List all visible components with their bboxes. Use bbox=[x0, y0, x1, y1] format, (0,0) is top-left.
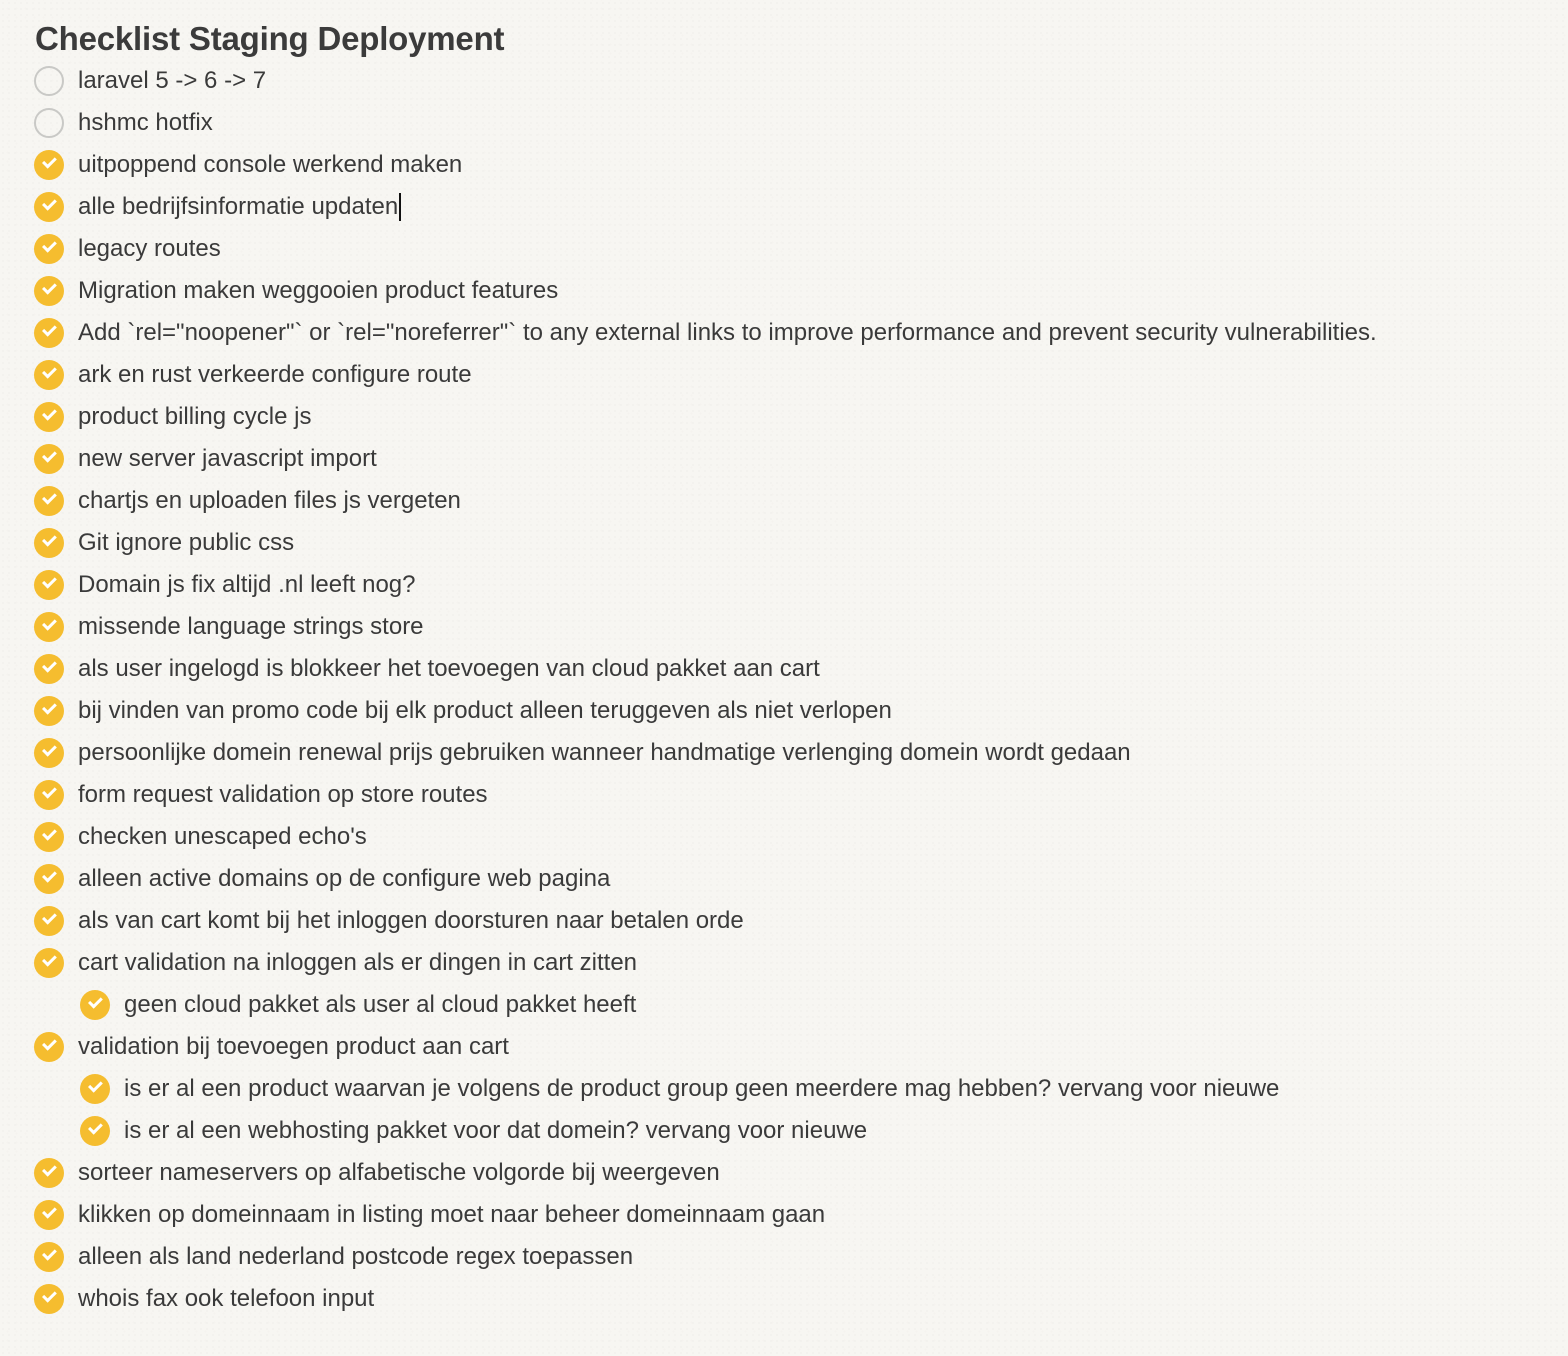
checklist-item-label[interactable]: laravel 5 -> 6 -> 7 bbox=[78, 67, 267, 94]
checklist-item[interactable] bbox=[0, 900, 1377, 942]
checklist-item-label[interactable]: geen cloud pakket als user al cloud pakket heeft bbox=[124, 991, 637, 1018]
checklist-item-label[interactable]: legacy routes bbox=[78, 235, 221, 262]
checklist-item[interactable] bbox=[0, 774, 1377, 816]
checked-circle-icon[interactable] bbox=[34, 864, 64, 894]
checklist-item-label[interactable]: sorteer nameservers op alfabetische volgorde bij weergeven bbox=[78, 1159, 720, 1186]
checked-circle-icon[interactable] bbox=[34, 570, 64, 600]
checked-circle-icon[interactable] bbox=[34, 780, 64, 810]
checked-circle-icon[interactable] bbox=[34, 1032, 64, 1062]
checklist-item[interactable] bbox=[0, 858, 1377, 900]
checklist-item-label[interactable]: new server javascript import bbox=[78, 445, 377, 472]
checklist-item-label[interactable]: product billing cycle js bbox=[78, 403, 312, 430]
checklist-item[interactable] bbox=[0, 564, 1377, 606]
checklist-item-label[interactable]: missende language strings store bbox=[78, 613, 424, 640]
checklist-item-label[interactable]: Git ignore public css bbox=[78, 529, 295, 556]
checklist-item-label[interactable]: alleen als land nederland postcode regex toepassen bbox=[78, 1243, 634, 1270]
checked-circle-icon[interactable] bbox=[34, 906, 64, 936]
checklist-item[interactable] bbox=[0, 186, 1377, 228]
checklist bbox=[0, 60, 1377, 1320]
checked-circle-icon[interactable] bbox=[34, 360, 64, 390]
checked-circle-icon[interactable] bbox=[80, 990, 110, 1020]
checked-circle-icon[interactable] bbox=[34, 948, 64, 978]
checklist-item-label[interactable]: Domain js fix altijd .nl leeft nog? bbox=[78, 571, 416, 598]
checked-circle-icon[interactable] bbox=[34, 276, 64, 306]
checklist-item-label[interactable]: als user ingelogd is blokkeer het toevoegen van cloud pakket aan cart bbox=[78, 655, 820, 682]
checklist-item-label[interactable]: cart validation na inloggen als er dingen in cart zitten bbox=[78, 949, 638, 976]
checklist-item[interactable] bbox=[0, 522, 1377, 564]
checklist-item[interactable] bbox=[0, 606, 1377, 648]
checked-circle-icon[interactable] bbox=[34, 402, 64, 432]
checklist-item-label[interactable]: validation bij toevoegen product aan cart bbox=[78, 1033, 509, 1060]
checklist-item-label[interactable]: persoonlijke domein renewal prijs gebruiken wanneer handmatige verlenging domein wordt gedaan bbox=[78, 739, 1131, 766]
checklist-item[interactable] bbox=[0, 1110, 1377, 1152]
checklist-item-label[interactable]: alle bedrijfsinformatie updaten bbox=[78, 193, 399, 220]
checked-circle-icon[interactable] bbox=[34, 444, 64, 474]
note-title[interactable]: Checklist Staging Deployment bbox=[35, 20, 505, 57]
checklist-item[interactable] bbox=[0, 984, 1377, 1026]
checked-circle-icon[interactable] bbox=[34, 612, 64, 642]
checked-circle-icon[interactable] bbox=[34, 1284, 64, 1314]
checklist-item[interactable] bbox=[0, 1068, 1377, 1110]
checked-circle-icon[interactable] bbox=[34, 234, 64, 264]
checked-circle-icon[interactable] bbox=[80, 1074, 110, 1104]
checked-circle-icon[interactable] bbox=[34, 192, 64, 222]
checklist-item[interactable] bbox=[0, 1194, 1377, 1236]
checklist-item-label[interactable]: form request validation op store routes bbox=[78, 781, 488, 808]
checklist-item[interactable] bbox=[0, 942, 1377, 984]
checklist-item-label[interactable]: Add `rel="noopener"` or `rel="noreferrer"` to any external links to improve performance and prevent security vulnerabilities. bbox=[78, 319, 1377, 346]
checklist-item[interactable] bbox=[0, 60, 1377, 102]
checklist-item[interactable] bbox=[0, 1026, 1377, 1068]
checklist-item-label[interactable]: is er al een webhosting pakket voor dat domein? vervang voor nieuwe bbox=[124, 1117, 868, 1144]
checklist-item-label[interactable]: alleen active domains op de configure web pagina bbox=[78, 865, 611, 892]
checklist-item[interactable] bbox=[0, 144, 1377, 186]
checklist-item-label[interactable]: Migration maken weggooien product features bbox=[78, 277, 559, 304]
checklist-item[interactable] bbox=[0, 1236, 1377, 1278]
checklist-item-label[interactable]: is er al een product waarvan je volgens de product group geen meerdere mag hebben? vervang voor nieuwe bbox=[124, 1075, 1280, 1102]
unchecked-circle-icon[interactable] bbox=[34, 108, 64, 138]
checked-circle-icon[interactable] bbox=[34, 1158, 64, 1188]
checked-circle-icon[interactable] bbox=[80, 1116, 110, 1146]
checklist-item[interactable] bbox=[0, 228, 1377, 270]
checked-circle-icon[interactable] bbox=[34, 738, 64, 768]
checked-circle-icon[interactable] bbox=[34, 1242, 64, 1272]
checklist-item-label[interactable]: checken unescaped echo's bbox=[78, 823, 367, 850]
checklist-item-label[interactable]: chartjs en uploaden files js vergeten bbox=[78, 487, 461, 514]
checklist-item-label[interactable]: als van cart komt bij het inloggen doorsturen naar betalen orde bbox=[78, 907, 744, 934]
checked-circle-icon[interactable] bbox=[34, 822, 64, 852]
checklist-item[interactable] bbox=[0, 396, 1377, 438]
text-cursor bbox=[399, 193, 401, 221]
checklist-item[interactable] bbox=[0, 270, 1377, 312]
checked-circle-icon[interactable] bbox=[34, 696, 64, 726]
checklist-item-label[interactable]: bij vinden van promo code bij elk product alleen teruggeven als niet verlopen bbox=[78, 697, 892, 724]
checklist-item-label[interactable]: whois fax ook telefoon input bbox=[78, 1285, 375, 1312]
checked-circle-icon[interactable] bbox=[34, 150, 64, 180]
checked-circle-icon[interactable] bbox=[34, 486, 64, 516]
checklist-item[interactable] bbox=[0, 1278, 1377, 1320]
checklist-item-label[interactable]: uitpoppend console werkend maken bbox=[78, 151, 463, 178]
checklist-item-label[interactable]: hshmc hotfix bbox=[78, 109, 213, 136]
checklist-item[interactable] bbox=[0, 732, 1377, 774]
checked-circle-icon[interactable] bbox=[34, 654, 64, 684]
checklist-item-label[interactable]: klikken op domeinnaam in listing moet naar beheer domeinnaam gaan bbox=[78, 1201, 826, 1228]
checklist-item[interactable] bbox=[0, 354, 1377, 396]
checklist-item[interactable] bbox=[0, 1152, 1377, 1194]
checklist-item[interactable] bbox=[0, 312, 1377, 354]
checklist-item[interactable] bbox=[0, 438, 1377, 480]
checklist-item[interactable] bbox=[0, 816, 1377, 858]
checked-circle-icon[interactable] bbox=[34, 528, 64, 558]
checklist-item-label[interactable]: ark en rust verkeerde configure route bbox=[78, 361, 472, 388]
checklist-item[interactable] bbox=[0, 480, 1377, 522]
checklist-item[interactable] bbox=[0, 690, 1377, 732]
checked-circle-icon[interactable] bbox=[34, 1200, 64, 1230]
checklist-item[interactable] bbox=[0, 648, 1377, 690]
checked-circle-icon[interactable] bbox=[34, 318, 64, 348]
unchecked-circle-icon[interactable] bbox=[34, 66, 64, 96]
checklist-item[interactable] bbox=[0, 102, 1377, 144]
